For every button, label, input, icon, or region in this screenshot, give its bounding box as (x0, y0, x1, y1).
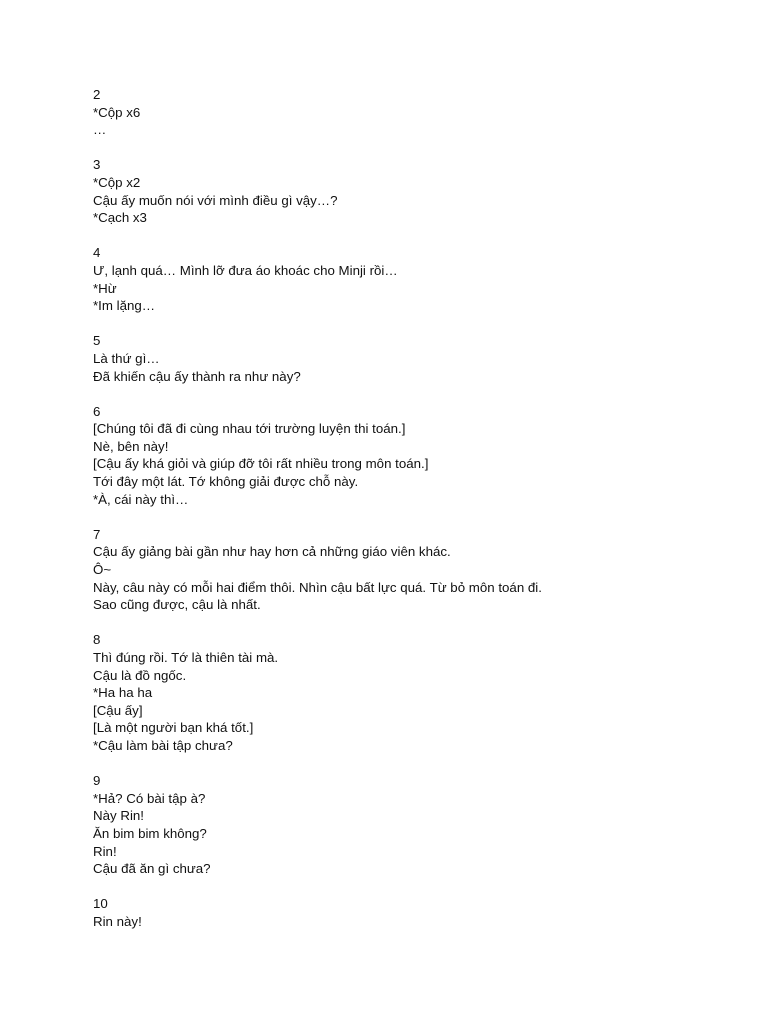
section-2 (93, 86, 733, 139)
dialogue-line: Cậu ấy giảng bài gần như hay hơn cả những giáo viên khác. (93, 544, 451, 560)
dialogue-line: *Cộp x2 (93, 174, 141, 190)
dialogue-line: *À, cái này thì… (93, 491, 189, 507)
section-number: 6 (93, 403, 101, 419)
section-number: 3 (93, 157, 101, 173)
dialogue-line: Nè, bên này! (93, 438, 169, 454)
dialogue-line: *Ha ha ha (93, 685, 153, 701)
dialogue-line: Tới đây một lát. Tớ không giải được chỗ này. (93, 474, 359, 490)
dialogue-line: Cậu là đồ ngốc. (93, 667, 187, 683)
section-number: 10 (93, 896, 108, 912)
section-number: 7 (93, 526, 101, 542)
dialogue-line: … (93, 122, 107, 138)
dialogue-line: [Chúng tôi đã đi cùng nhau tới trường luyện thi toán.] (93, 421, 406, 437)
section-4 (93, 244, 733, 314)
dialogue-line: *Hả? Có bài tập à? (93, 790, 206, 806)
dialogue-line: [Cậu ấy khá giỏi và giúp đỡ tôi rất nhiều trong môn toán.] (93, 456, 429, 472)
dialogue-line: Ô~ (93, 562, 112, 578)
section-8 (93, 631, 733, 754)
section-3 (93, 156, 733, 226)
dialogue-line: *Hừ (93, 280, 117, 296)
dialogue-line: [Là một người bạn khá tốt.] (93, 720, 254, 736)
section-9 (93, 772, 733, 878)
dialogue-line: Đã khiến cậu ấy thành ra như này? (93, 368, 301, 384)
section-number: 5 (93, 333, 101, 349)
dialogue-line: *Im lặng… (93, 298, 156, 314)
dialogue-line: Ư, lạnh quá… Mình lỡ đưa áo khoác cho Minji rồi… (93, 262, 398, 278)
dialogue-line: Thì đúng rồi. Tớ là thiên tài mà. (93, 650, 279, 665)
section-7 (93, 526, 733, 614)
section-6 (93, 403, 733, 509)
dialogue-line: *Cạch x3 (93, 210, 147, 226)
dialogue-line: [Cậu ấy] (93, 702, 143, 718)
dialogue-line: Sao cũng được, cậu là nhất. (93, 597, 261, 613)
section-5 (93, 332, 733, 385)
dialogue-line: Cậu đã ăn gì chưa? (93, 861, 211, 877)
dialogue-line: *Cậu làm bài tập chưa? (93, 737, 233, 753)
dialogue-line: Rin! (93, 843, 117, 859)
dialogue-line: Là thứ gì… (93, 350, 160, 366)
document-page (93, 86, 733, 948)
dialogue-line: Rin này! (93, 913, 142, 929)
section-number: 8 (93, 632, 101, 648)
section-number: 4 (93, 245, 101, 261)
dialogue-line: Cậu ấy muốn nói với mình điều gì vậy…? (93, 192, 338, 208)
section-number: 2 (93, 87, 101, 102)
section-number: 9 (93, 773, 101, 789)
dialogue-line: Này, câu này có mỗi hai điểm thôi. Nhìn cậu bất lực quá. Từ bỏ môn toán đi. (93, 579, 542, 595)
section-10 (93, 895, 733, 930)
dialogue-line: *Cộp x6 (93, 104, 141, 120)
dialogue-line: Ăn bim bim không? (93, 825, 207, 841)
dialogue-line: Này Rin! (93, 808, 144, 824)
